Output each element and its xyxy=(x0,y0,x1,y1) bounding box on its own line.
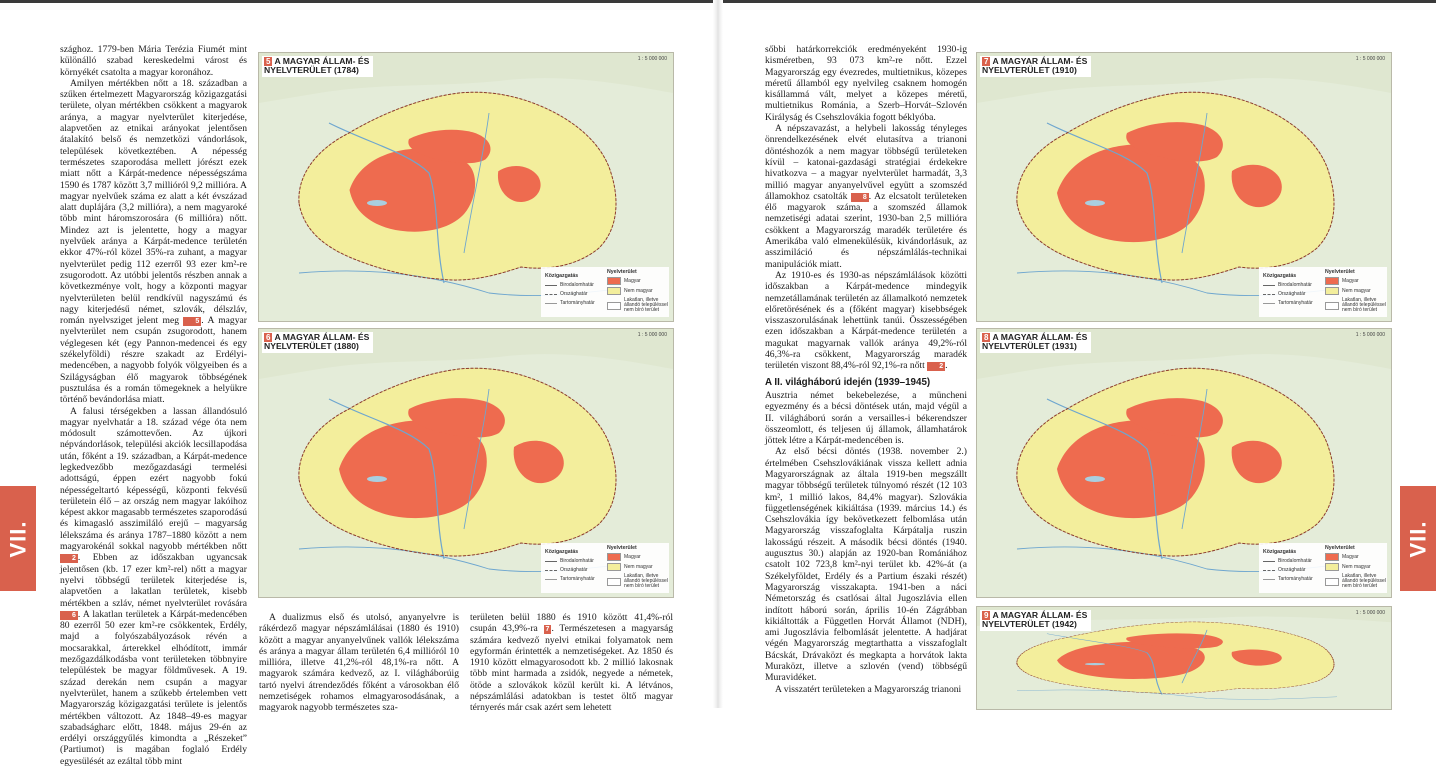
legend-item xyxy=(607,563,653,571)
legend-item xyxy=(545,558,594,564)
map-1880 xyxy=(258,328,674,598)
map-title-line1: A MAGYAR ÁLLAM- ÉS xyxy=(274,56,369,66)
legend-label: Tartományhatár xyxy=(560,576,595,582)
chapter-tab-left xyxy=(0,486,36,591)
chapter-tab-label: VII. xyxy=(5,520,31,557)
text-column-3 xyxy=(470,612,673,708)
paragraph: Amilyen mértékben nőtt a 18. században a szűken értelmezett Magyarország közigazgatási területe, olyan mértékben csökkent a magyarok aránya, a magyar nyelvterület kiterjedése, alapvetően az etnikai arányokat jelentősen átalakító belső és nemzetközi vándorlások, települések következtében. A népesség természetes szaporodása mellett jórészt ezek miatt nőtt a Kárpát-medence népességszáma 1590 és 1787 között 3,7 millióról 9,2 millióra. A magyar nyelvűek száma ez alatt a két évszázad alatt duplájára (3,2 millióra), a nem magyaroké több mint háromszorosára (6 millióra) nőtt. Mindez azt is jelentette, hogy a magyar nyelvűek aránya a Kárpát-medence területén ekkor 47%-ról közel 35%-ra zuhant, a magyar nyelvterület pedig 112 ezerről 93 ezer km²-re zsugorodott. Az utóbbi jelentős részben annak a következménye volt, hogy a központi magyar nyelvterületen belül rendkívül nagyszámú és nagy kiterjedésű német, szlovák, délszláv, román nyelvsziget jelent meg 5 . A magyar nyelvterület nem csupán zsugorodott, hanem véglegesen két (egy Pannon-medencei és egy székelyföldi) részre szakadt az Erdélyi-medencében, a nagyobb folyók völgyeiben és a Szilágyságban élő magyarok többségének pusztulása és a román tömegeknek a helyükre történő bevándorlása miatt. xyxy=(60,78,247,406)
legend-swatch xyxy=(545,285,557,286)
map-1910 xyxy=(976,52,1392,322)
legend-label: Nem magyar xyxy=(624,564,653,570)
legend-swatch xyxy=(607,287,621,295)
legend-item xyxy=(545,291,588,297)
legend-item xyxy=(1263,300,1313,306)
map-number: 9 xyxy=(982,611,990,620)
legend-swatch xyxy=(545,561,557,562)
legend-swatch xyxy=(1325,302,1339,310)
legend-label: Birodalomhatár xyxy=(560,558,594,564)
map-number: 6 xyxy=(264,333,272,342)
text-column-2 xyxy=(259,612,459,708)
legend-item xyxy=(1325,563,1371,571)
legend-item xyxy=(1325,277,1359,285)
legend-swatch xyxy=(607,553,621,561)
legend-label: Lakatlan, illetve állandó településsel nem bíró terület xyxy=(624,574,674,589)
map-title-line2: NYELVTERÜLET (1910) xyxy=(982,65,1077,75)
legend-swatch xyxy=(1325,287,1339,295)
legend-heading: Közigazgatás xyxy=(1263,549,1296,555)
legend-swatch xyxy=(545,303,557,304)
map-scale: 1 : 5 000 000 xyxy=(638,332,667,338)
legend-item xyxy=(1263,576,1313,582)
legend-item xyxy=(607,287,653,295)
legend-label: Magyar xyxy=(1342,278,1359,284)
legend-heading: Nyelvterület xyxy=(607,269,637,275)
legend-label: Tartományhatár xyxy=(1278,300,1313,306)
legend-swatch xyxy=(1263,303,1275,304)
lake-balaton xyxy=(367,476,387,482)
lake-balaton xyxy=(1085,200,1105,206)
legend-item xyxy=(1325,287,1371,295)
section-heading: A II. világháború idején (1939–1945) xyxy=(765,377,967,388)
legend-swatch xyxy=(1263,570,1275,571)
legend-label: Birodalomhatár xyxy=(1278,282,1312,288)
legend-heading: Közigazgatás xyxy=(1263,273,1296,279)
map-title-line2: NYELVTERÜLET (1942) xyxy=(982,619,1077,629)
legend-heading: Nyelvterület xyxy=(1325,269,1355,275)
legend-item xyxy=(1325,574,1392,589)
chapter-tab-right xyxy=(1400,486,1436,591)
legend-swatch xyxy=(1263,579,1275,580)
map-1942 xyxy=(976,606,1392,710)
legend-heading: Nyelvterület xyxy=(1325,545,1355,551)
legend-item xyxy=(545,282,594,288)
figure-ref: 2 xyxy=(927,362,945,371)
legend-item xyxy=(1263,558,1312,564)
legend-swatch xyxy=(545,570,557,571)
legend-label: Birodalomhatár xyxy=(1278,558,1312,564)
legend-swatch xyxy=(545,294,557,295)
legend-item xyxy=(607,298,674,313)
paragraph: sőbbi határkorrekciók eredményeként 1930-ig kisméretben, 93 073 km²-re nőtt. Ezzel Magyarország egy évezredes, multietnikus, közepes méretű államból egy nyelvileg csaknem homogén kisállammá vált, melyet a közepes méretű, multietnikus Románia, a Szerb–Horvát–Szlovén Királyság és Csehszlovákia fogott béklyóba. xyxy=(765,44,967,123)
map-scale: 1 : 5 000 000 xyxy=(1356,610,1385,616)
map-1784 xyxy=(258,52,674,322)
map-legend xyxy=(541,543,669,593)
lake-balaton xyxy=(367,200,387,206)
map-title xyxy=(980,56,1091,77)
paragraph: A visszatért területeken a Magyarország trianoni xyxy=(765,684,967,695)
legend-label: Nem magyar xyxy=(1342,564,1371,570)
legend-item xyxy=(607,553,641,561)
figure-ref: 7 xyxy=(544,625,552,634)
lake-balaton xyxy=(1085,476,1105,482)
figure-ref: 2 xyxy=(60,554,78,563)
legend-swatch xyxy=(607,563,621,571)
legend-label: Lakatlan, illetve állandó településsel nem bíró terület xyxy=(624,298,674,313)
map-1931 xyxy=(976,328,1392,598)
legend-swatch xyxy=(1325,563,1339,571)
legend-heading: Nyelvterület xyxy=(607,545,637,551)
legend-item xyxy=(1263,282,1312,288)
legend-label: Birodalomhatár xyxy=(560,282,594,288)
legend-label: Lakatlan, illetve állandó településsel nem bíró terület xyxy=(1342,298,1392,313)
paragraph: Ausztria német bekebelezése, a müncheni egyezmény és a bécsi döntések után, majd végül a II. világháború során a versailles-i békerendszer összeomlott, és teljesen új államok, államhatárok jöttek létre a Kárpát-medencében is. xyxy=(765,390,967,446)
map-legend xyxy=(1259,267,1387,317)
legend-label: Tartományhatár xyxy=(1278,576,1313,582)
legend-label: Országhatár xyxy=(1278,567,1306,573)
paragraph: A népszavazást, a helybeli lakosság tényleges önrendelkezésének elvét elutasítva a trianoni döntéshozók a nem magyar többségű területeken kívül – katonai-gazdasági stratégiai érdekekre hivatkozva – a magyar nyelvterület harmadát, 3,3 millió magyar anyanyelvűvel együtt a szomszéd államokhoz csatolták 8 . Az elcsatolt területeken élő magyarok száma, a szomszéd államok nemzetiségi adatai szerint, 1930-ban 2,5 millióra csökkent a Magyarország maradék területére és Amerikába való elmenekülésük, kivándorlásuk, az asszimiláció és népszámlálás-technikai manipulációk miatt. xyxy=(765,123,967,270)
legend-item xyxy=(607,574,674,589)
legend-item xyxy=(545,300,595,306)
legend-label: Magyar xyxy=(1342,554,1359,560)
legend-swatch xyxy=(1325,578,1339,586)
map-legend xyxy=(1259,543,1387,593)
legend-swatch xyxy=(1263,285,1275,286)
map-title-line1: A MAGYAR ÁLLAM- ÉS xyxy=(992,332,1087,342)
text-column-4 xyxy=(765,44,967,708)
map-title-line1: A MAGYAR ÁLLAM- ÉS xyxy=(992,610,1087,620)
paragraph: A dualizmus első és utolsó, anyanyelvre is rákérdező magyar népszámlálásai (1880 és 1910) között a magyar anyanyelvűnek vallók lélekszáma és aránya a magyar állam területén 6,4 millióról 10 millióra, illetve 41,2%-ról 48,1%-ra nőtt. A magyarok számára kedvező, az I. világháborúig tartó nyelvi átrendeződés főként a városokban élő nemzetiségek rohamos elmagyarosodásának, a magyarok nagyobb természetes sza- xyxy=(259,612,459,714)
legend-label: Tartományhatár xyxy=(560,300,595,306)
legend-label: Országhatár xyxy=(560,291,588,297)
legend-item xyxy=(607,277,641,285)
map-scale: 1 : 5 000 000 xyxy=(638,56,667,62)
legend-item xyxy=(1263,567,1306,573)
legend-swatch xyxy=(1325,277,1339,285)
legend-item xyxy=(545,567,588,573)
map-title xyxy=(980,610,1091,631)
map-scale: 1 : 5 000 000 xyxy=(1356,332,1385,338)
legend-swatch xyxy=(1325,553,1339,561)
map-title-line2: NYELVTERÜLET (1784) xyxy=(264,65,359,75)
legend-heading: Közigazgatás xyxy=(545,549,578,555)
map-title xyxy=(980,332,1091,353)
legend-label: Nem magyar xyxy=(624,288,653,294)
legend-item xyxy=(1325,298,1392,313)
legend-item xyxy=(545,576,595,582)
paragraph: területen belül 1880 és 1910 között 41,4%-ról csupán 43,9%-ra 7 . Természetesen a magyarság számára kedvező nyelvi etnikai folyamatok nem egyformán érintették a nemzetiségeket. Az 1850 és 1910 között elmagyarosodott kb. 2 millió lakosnak több mint harmada a zsidók, negyede a németek, ötöde a szlovákok közül került ki. A létvános, népszámlálási adatokban is testet öltő magyar térnyerés már csak azért sem lehetett xyxy=(470,612,673,714)
map-title-line2: NYELVTERÜLET (1880) xyxy=(264,341,359,351)
legend-swatch xyxy=(1263,294,1275,295)
figure-ref: 6 xyxy=(60,611,78,620)
map-number: 7 xyxy=(982,57,990,66)
legend-swatch xyxy=(607,277,621,285)
map-number: 8 xyxy=(982,333,990,342)
paragraph: szághoz. 1779-ben Mária Terézia Fiumét mint különálló szabad kereskedelmi várost és környékét csatolta a magyar koronához. xyxy=(60,44,247,78)
figure-ref: 5 xyxy=(183,317,201,326)
map-number: 5 xyxy=(264,57,272,66)
text-column-1 xyxy=(60,44,247,708)
legend-heading: Közigazgatás xyxy=(545,273,578,279)
legend-label: Magyar xyxy=(624,278,641,284)
legend-label: Lakatlan, illetve állandó településsel nem bíró terület xyxy=(1342,574,1392,589)
legend-item xyxy=(1263,291,1306,297)
figure-ref: 8 xyxy=(851,193,869,202)
chapter-tab-label: VII. xyxy=(1405,520,1431,557)
map-legend xyxy=(541,267,669,317)
map-title-line1: A MAGYAR ÁLLAM- ÉS xyxy=(274,332,369,342)
map-title xyxy=(262,56,373,77)
legend-label: Országhatár xyxy=(560,567,588,573)
map-scale: 1 : 5 000 000 xyxy=(1356,56,1385,62)
lake-balaton xyxy=(1085,663,1105,665)
legend-label: Magyar xyxy=(624,554,641,560)
book-spine xyxy=(713,0,723,708)
map-title xyxy=(262,332,373,353)
legend-item xyxy=(1325,553,1359,561)
legend-label: Nem magyar xyxy=(1342,288,1371,294)
legend-swatch xyxy=(607,302,621,310)
legend-swatch xyxy=(545,579,557,580)
legend-swatch xyxy=(607,578,621,586)
paragraph: Az első bécsi döntés (1938. november 2.) értelmében Csehszlovákiának vissza kellett adnia Magyarországnak az általa 1919-ben megszállt magyar többségű területek túlnyomó részét (12 103 km², 1 millió lakos, 84,4% magyar). Szlovákia függetlenségének kikiáltása (1939. március 14.) és Csehszlovákia így bekövetkezett felbomlása után Magyarország visszafoglalta Kárpátalja ruszin lakosságú részeit. A második bécsi döntés (1940. augusztus 30.) alapján az 1920-ban Romániához csatolt 102 723,8 km²-nyi terület kb. 42%-át (a Székelyföldet, Erdély és a Partium északi részét) Magyarország visszakapta. 1941-ben a náci Németország és csatlósai által Jugoszlávia ellen indított háború során, április 10-én Zágrábban kikiáltották a Független Horvát Államot (NDH), ami Jugoszlávia felbomlását jelentette. A hadjárat végén Magyarország megtarthatta a visszafoglalt Bácskát, Drávaközt és megkapta a horvátok lakta Muraközt, illetve a szlovén (vend) többségű Muravidéket. xyxy=(765,446,967,683)
legend-label: Országhatár xyxy=(1278,291,1306,297)
paragraph: A falusi térségekben a lassan állandósuló magyar nyelvhatár a 18. század vége óta nem módosult számottevően. Az újkori népvándorlások, települési akciók lecsillapodása után, főként a 19. században, a Kárpát-medence legkedvezőbb mezőgazdasági termelési adottságú, éppen ezért nagyobb fokú népességeltartó képességű, központi fekvésű területein élő – az ország nem magyar lakóihoz képest akkor magasabb természetes szaporodású és kimagasló asszimiláló erejű – magyarság lélekszáma és aránya 1787–1880 között a nem magyarokénál sokkal nagyobb mértékben nőtt 2 . Ebben az időszakban ugyancsak jelentősen (kb. 17 ezer km²-rel) nőtt a magyar nyelvi többségű területek kiterjedése is, alapvetően a lakatlan területek, kisebb mértékben a szláv, német nyelvterület rovására 6 . A lakatlan területek a Kárpát-medencében 80 ezerről 50 ezer km²-re csökkentek, Erdély, majd a folyószabályozások révén a mocsarakkal, árterekkel elhódított, immár mezőgazdálkodásba vont területeken többnyire településtek be magyar földművesek. A 19. század derekán nem csupán a magyar nyelvterület, hanem a szűkebb értelemben vett Magyarország közigazgatási területe is jelentős mértékben változott. Az 1848–49-es magyar szabadságharc előtt, 1848. május 29-én az erdélyi országgyűlés kimondta a „Részeket” (Partiumot) is magában foglaló Erdély egyesülését az ezáltal több mint xyxy=(60,406,247,767)
map-title-line2: NYELVTERÜLET (1931) xyxy=(982,341,1077,351)
legend-swatch xyxy=(1263,561,1275,562)
map-title-line1: A MAGYAR ÁLLAM- ÉS xyxy=(992,56,1087,66)
paragraph: Az 1910-es és 1930-as népszámlálások közötti időszakban a Kárpát-medence mindegyik nemzetállamának területén az államalkotó nemzetek előretörésének és a (főként magyar) kisebbségek visszaszorulásának lehettünk tanúi. Összességében ezen időszakban a Kárpát-medence területén a magukat magyarnak vallók aránya 49,2%-ról 46,3%-ra csökkent, Magyarország maradék területén viszont 88,4%-ról 92,1%-ra nőtt 2 . xyxy=(765,270,967,372)
